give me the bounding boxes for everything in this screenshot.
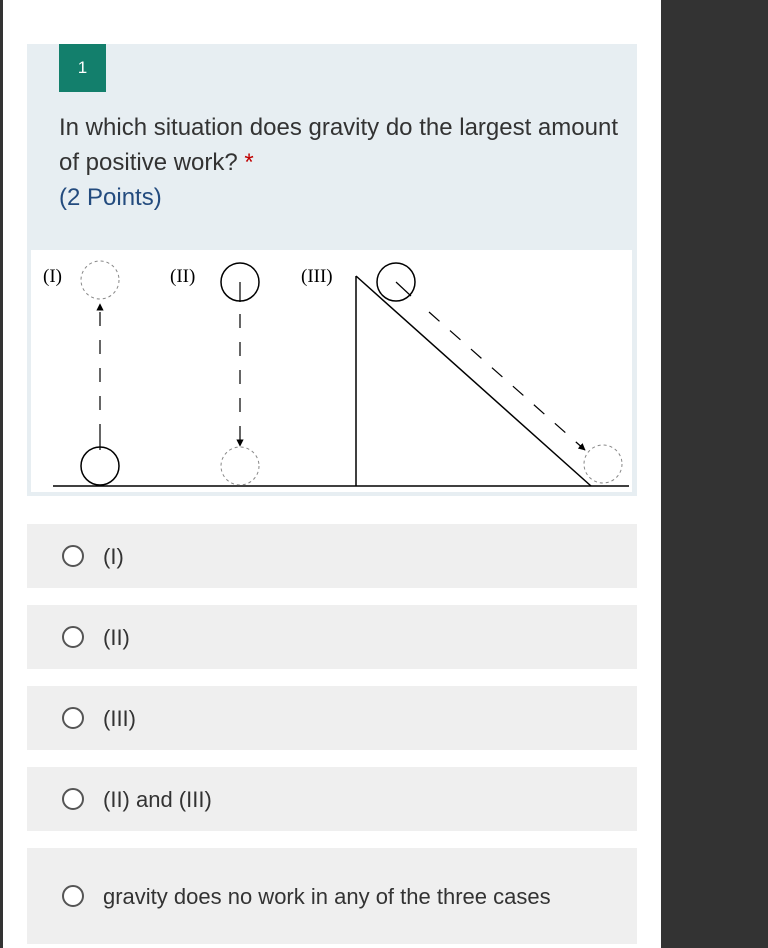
ball-i-initial [81,447,119,485]
option-label: (I) [103,543,124,569]
required-asterisk: * [244,149,254,176]
diagram-label-iii: (III) [301,266,333,287]
option-i[interactable] [27,524,637,588]
option-label: gravity does no work in any of the three cases [103,883,551,909]
option-ii[interactable] [27,605,637,669]
question-card [27,44,637,496]
left-edge [0,0,3,948]
arrow-iii-down-slope [429,312,585,450]
option-label: (III) [103,705,136,731]
radio-icon[interactable] [62,788,84,810]
incline-slope [356,276,591,486]
radio-icon[interactable] [62,885,84,907]
diagram-label-i: (I) [43,266,62,287]
ball-i-final [81,261,119,299]
option-no-work[interactable] [27,848,637,944]
physics-diagram [31,250,632,492]
option-ii-and-iii[interactable] [27,767,637,831]
question-text: In which situation does gravity do the largest amount of positive work? [59,114,618,176]
right-side-panel [661,0,768,948]
ball-iii-final [584,445,622,483]
question-points: (2 Points) [59,184,162,211]
question-text-block [59,110,619,215]
option-label: (II) [103,624,130,650]
diagram-label-ii: (II) [170,266,196,287]
radio-icon[interactable] [62,626,84,648]
diagram-svg [31,250,632,492]
option-label: (II) and (III) [103,786,212,812]
radio-icon[interactable] [62,707,84,729]
radio-icon[interactable] [62,545,84,567]
ball-ii-final [221,447,259,485]
question-number-badge: 1 [59,44,106,92]
option-iii[interactable] [27,686,637,750]
arrow-iii-tail [396,282,411,296]
